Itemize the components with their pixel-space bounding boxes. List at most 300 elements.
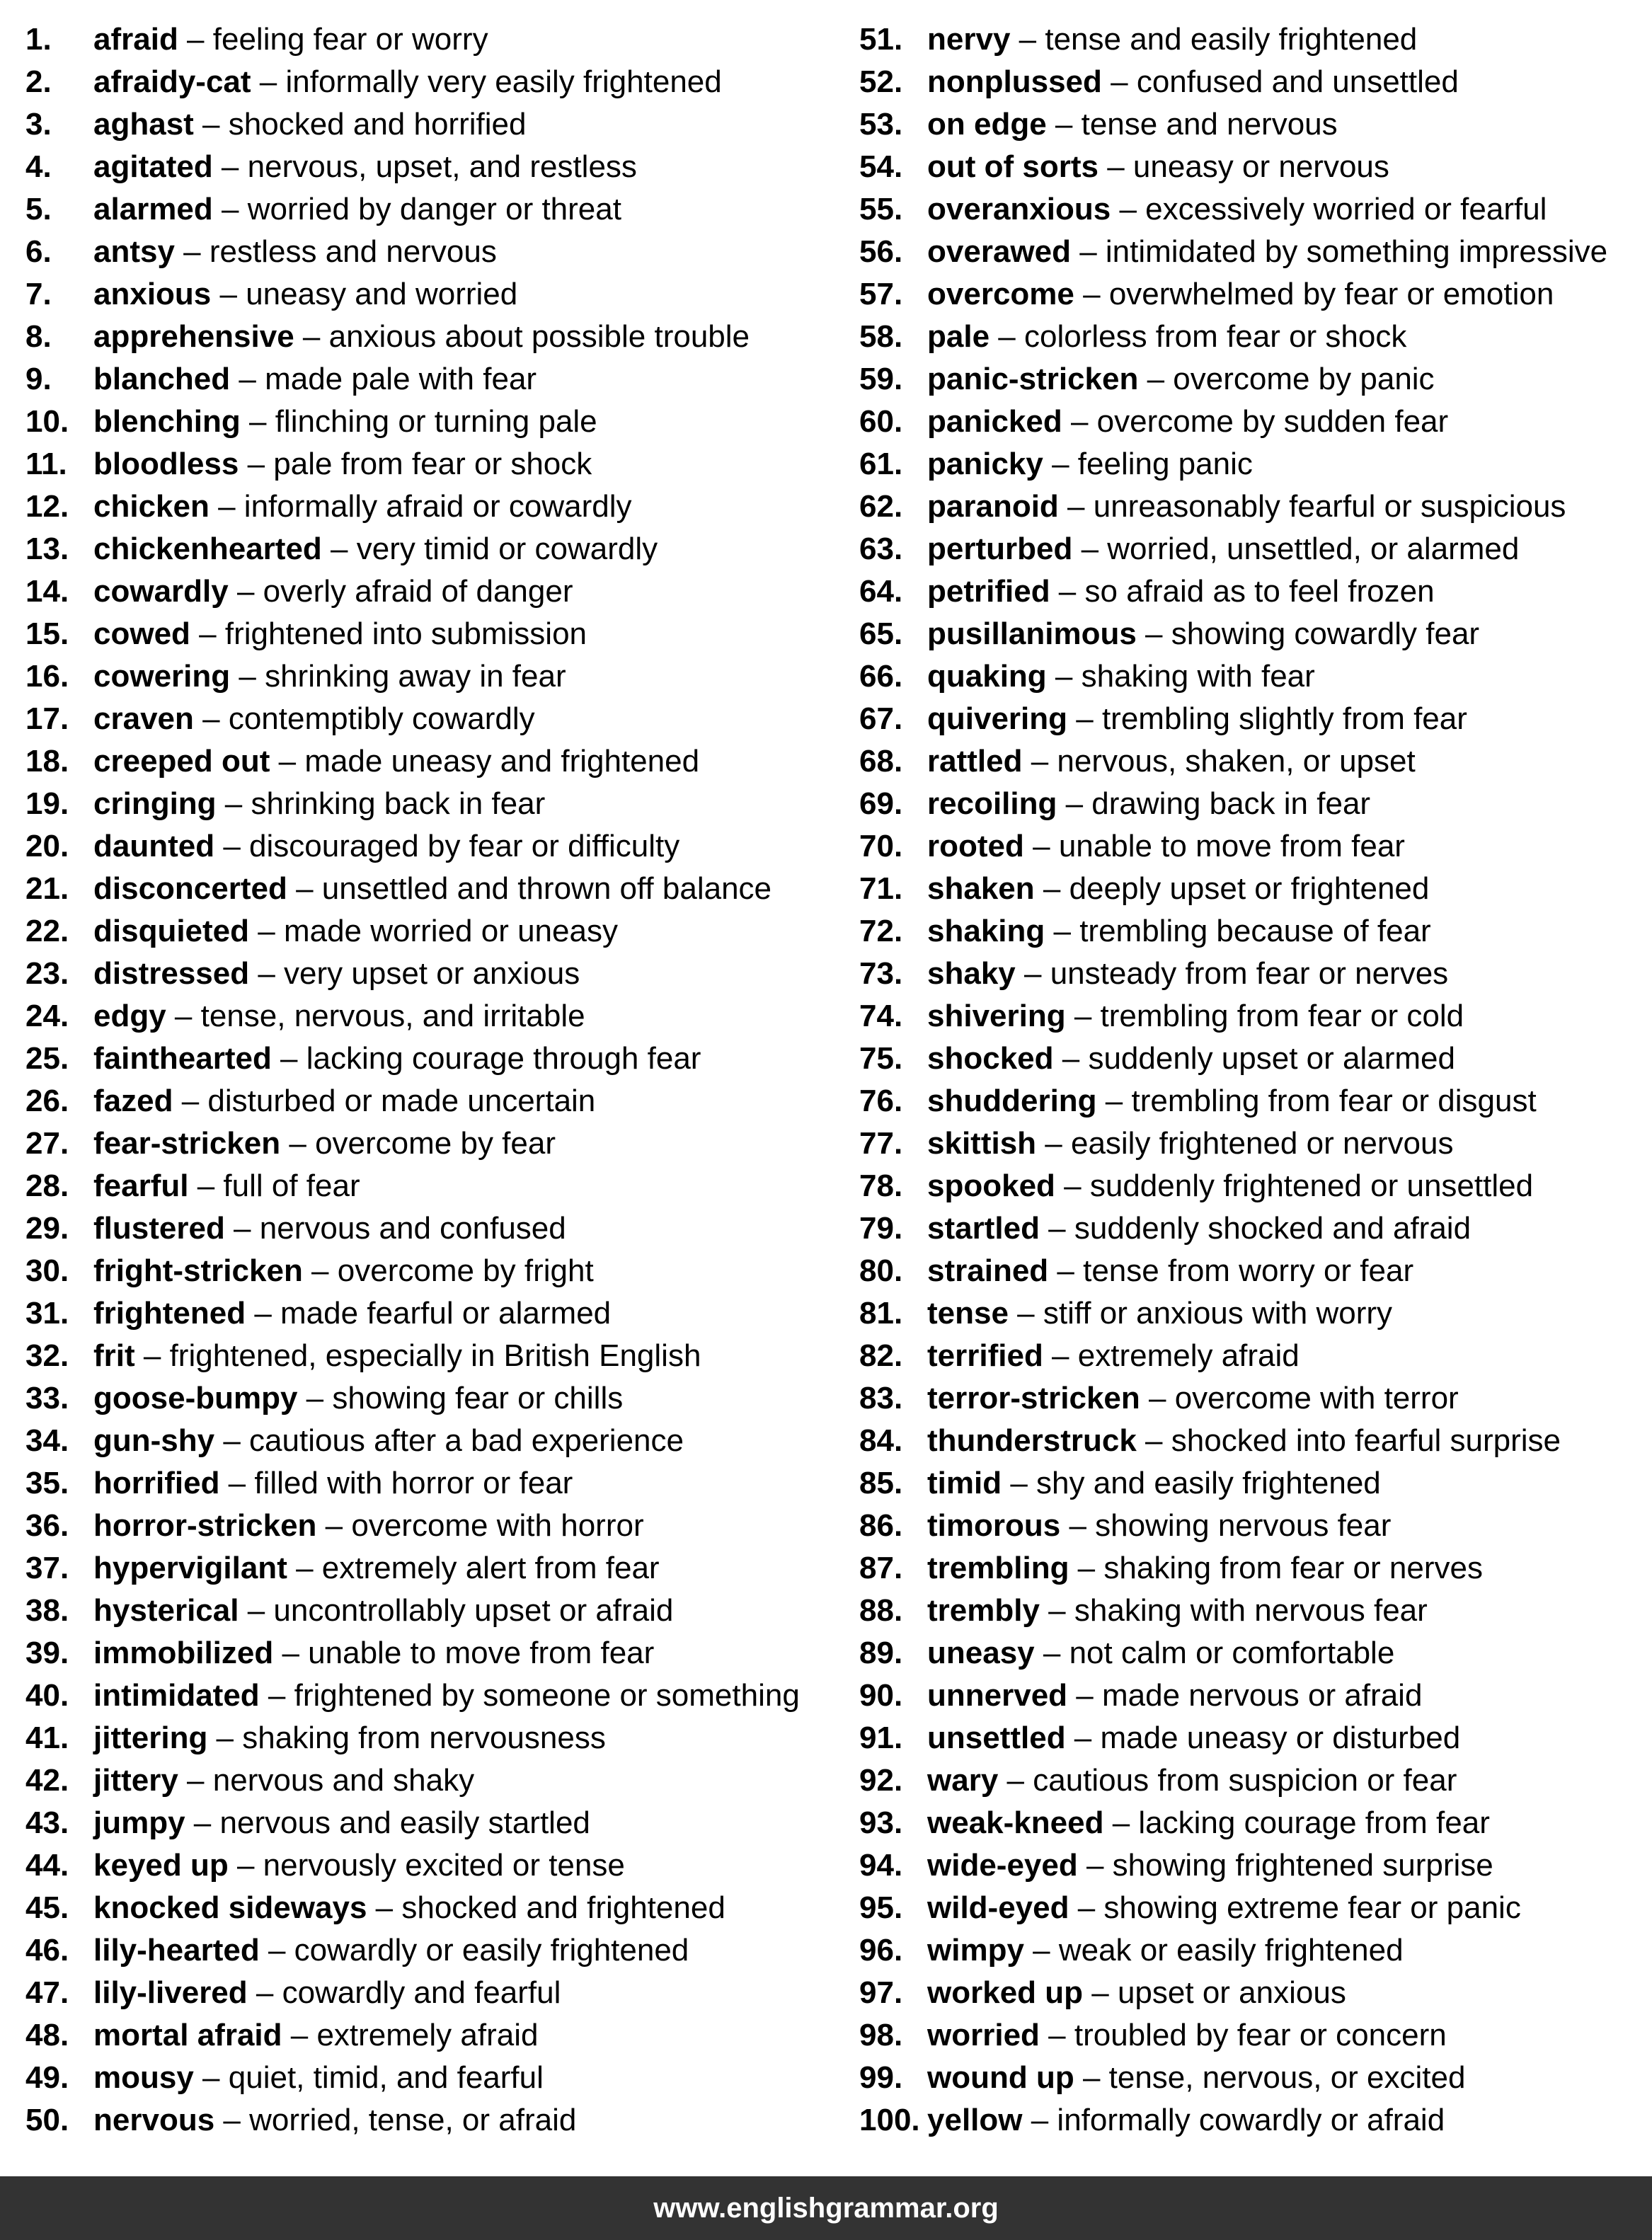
list-item	[859, 1590, 1652, 1632]
item-term: anxious	[93, 277, 212, 311]
item-term: lily-hearted	[93, 1933, 260, 1968]
item-separator: –	[367, 1890, 402, 1925]
item-term: perturbed	[927, 532, 1073, 566]
item-number: 9.	[25, 362, 52, 396]
item-number: 69.	[859, 786, 903, 821]
list-item	[25, 1122, 861, 1165]
item-separator: –	[1039, 1593, 1074, 1628]
item-separator: –	[287, 1551, 322, 1585]
list-item	[25, 995, 861, 1038]
item-definition: frightened into submission	[224, 616, 587, 651]
item-term: afraidy-cat	[93, 64, 251, 99]
list-item	[25, 1802, 861, 1844]
item-definition: shrinking away in fear	[265, 659, 566, 694]
item-separator: –	[1050, 574, 1085, 609]
list-item	[859, 316, 1652, 358]
item-separator: –	[240, 404, 275, 439]
item-number: 31.	[25, 1296, 69, 1331]
list-item	[859, 1122, 1652, 1165]
item-separator: –	[1103, 1805, 1139, 1840]
list-item	[859, 1844, 1652, 1887]
item-definition: filled with horror or fear	[254, 1466, 573, 1500]
item-separator: –	[247, 1975, 282, 2010]
item-number: 54.	[859, 149, 903, 184]
item-definition: made worried or uneasy	[283, 914, 618, 948]
item-term: nervous	[93, 2103, 215, 2137]
item-definition: shocked and horrified	[228, 107, 527, 142]
item-separator: –	[1111, 192, 1146, 226]
item-definition: shaking from fear or nerves	[1103, 1551, 1483, 1585]
list-item	[25, 273, 861, 316]
item-definition: easily frightened or nervous	[1070, 1126, 1454, 1161]
item-separator: –	[1039, 2018, 1074, 2052]
item-term: pusillanimous	[927, 616, 1137, 651]
list-item	[25, 103, 861, 146]
item-term: edgy	[93, 999, 166, 1033]
item-number: 13.	[25, 532, 69, 566]
list-item	[25, 953, 861, 995]
list-item	[859, 146, 1652, 188]
item-separator: –	[280, 1126, 316, 1161]
item-separator: –	[1046, 659, 1082, 694]
item-term: weak-kneed	[927, 1805, 1104, 1840]
item-term: recoiling	[927, 786, 1057, 821]
item-definition: quiet, timid, and fearful	[228, 2060, 544, 2095]
item-number: 85.	[859, 1466, 903, 1500]
item-separator: –	[1067, 701, 1102, 736]
item-term: horror-stricken	[93, 1508, 317, 1543]
item-separator: –	[214, 1423, 250, 1458]
list-item	[859, 1802, 1652, 1844]
item-number: 38.	[25, 1593, 69, 1628]
list-item	[859, 995, 1652, 1038]
item-term: rattled	[927, 744, 1023, 779]
item-term: spooked	[927, 1168, 1055, 1203]
item-definition: pale from fear or shock	[273, 447, 592, 481]
item-number: 48.	[25, 2018, 69, 2052]
item-separator: –	[1101, 64, 1137, 99]
item-separator: –	[212, 192, 248, 226]
item-number: 82.	[859, 1338, 903, 1373]
item-separator: –	[190, 616, 225, 651]
item-term: out of sorts	[927, 149, 1099, 184]
item-definition: informally afraid or cowardly	[243, 489, 632, 524]
list-item	[859, 1972, 1652, 2014]
item-separator: –	[1077, 1848, 1113, 1883]
item-definition: colorless from fear or shock	[1023, 319, 1407, 354]
item-definition: uneasy or nervous	[1132, 149, 1389, 184]
item-number: 30.	[25, 1253, 69, 1288]
item-term: nonplussed	[927, 64, 1102, 99]
list-item	[859, 103, 1652, 146]
item-number: 33.	[25, 1381, 69, 1415]
item-number: 81.	[859, 1296, 903, 1331]
item-term: disconcerted	[93, 871, 287, 906]
item-definition: very upset or anxious	[284, 956, 580, 991]
list-item	[25, 2099, 861, 2142]
list-item	[859, 1420, 1652, 1462]
item-term: wide-eyed	[927, 1848, 1078, 1883]
item-term: goose-bumpy	[93, 1381, 298, 1415]
item-number: 6.	[25, 234, 52, 269]
item-number: 75.	[859, 1041, 903, 1076]
item-separator: –	[178, 22, 213, 57]
list-item	[25, 698, 861, 740]
item-number: 93.	[859, 1805, 903, 1840]
item-definition: upset or anxious	[1117, 1975, 1346, 2010]
item-separator: –	[259, 1933, 294, 1968]
item-separator: –	[1008, 1296, 1043, 1331]
item-definition: tense and easily frightened	[1045, 22, 1418, 57]
item-definition: overcome by fright	[337, 1253, 594, 1288]
item-term: strained	[927, 1253, 1049, 1288]
item-number: 58.	[859, 319, 903, 354]
item-term: wary	[927, 1763, 999, 1798]
item-separator: –	[214, 829, 250, 863]
item-term: mortal afraid	[93, 2018, 282, 2052]
list-item	[859, 1335, 1652, 1377]
item-term: trembling	[927, 1551, 1069, 1585]
item-number: 27.	[25, 1126, 69, 1161]
item-separator: –	[185, 1805, 220, 1840]
item-definition: contemptibly cowardly	[228, 701, 535, 736]
item-definition: not calm or comfortable	[1069, 1636, 1395, 1670]
list-item	[25, 1038, 861, 1080]
list-item	[25, 146, 861, 188]
item-separator: –	[193, 701, 229, 736]
item-separator: –	[1048, 1253, 1084, 1288]
item-number: 96.	[859, 1933, 903, 1968]
item-number: 51.	[859, 22, 903, 57]
item-number: 76.	[859, 1084, 903, 1118]
item-term: distressed	[93, 956, 250, 991]
item-definition: made nervous or afraid	[1101, 1678, 1423, 1713]
item-definition: made uneasy and frightened	[304, 744, 700, 779]
item-number: 89.	[859, 1636, 903, 1670]
item-definition: tense, nervous, or excited	[1108, 2060, 1466, 2095]
item-term: lily-livered	[93, 1975, 248, 2010]
item-term: shuddering	[927, 1084, 1097, 1118]
list-item	[859, 825, 1652, 868]
item-separator: –	[134, 1338, 170, 1373]
list-item	[859, 2014, 1652, 2057]
item-number: 23.	[25, 956, 69, 991]
item-definition: feeling panic	[1077, 447, 1253, 481]
item-separator: –	[271, 1041, 306, 1076]
item-number: 2.	[25, 64, 52, 99]
item-definition: frightened, especially in British English	[169, 1338, 701, 1373]
item-separator: –	[321, 532, 357, 566]
item-separator: –	[214, 2103, 250, 2137]
item-number: 88.	[859, 1593, 903, 1628]
item-separator: –	[239, 447, 274, 481]
item-term: cowering	[93, 659, 231, 694]
list-item	[25, 1972, 861, 2014]
item-term: chickenhearted	[93, 532, 322, 566]
item-term: overanxious	[927, 192, 1111, 226]
list-item	[859, 1165, 1652, 1207]
item-separator: –	[211, 277, 246, 311]
list-item	[859, 1759, 1652, 1802]
item-separator: –	[216, 786, 251, 821]
item-separator: –	[1057, 786, 1092, 821]
list-item	[25, 1675, 861, 1717]
item-separator: –	[1065, 1721, 1101, 1755]
item-number: 83.	[859, 1381, 903, 1415]
list-item	[25, 18, 861, 61]
list-item	[25, 1292, 861, 1335]
item-definition: tense and nervous	[1081, 107, 1338, 142]
item-separator: –	[188, 1168, 224, 1203]
list-item	[859, 910, 1652, 953]
list-item	[25, 1462, 861, 1505]
item-separator: –	[1065, 999, 1101, 1033]
item-term: fearful	[93, 1168, 189, 1203]
list-item	[25, 1377, 861, 1420]
list-item	[25, 868, 861, 910]
item-number: 50.	[25, 2103, 69, 2137]
item-number: 95.	[859, 1890, 903, 1925]
item-separator: –	[990, 319, 1024, 354]
item-definition: tense from worry or fear	[1083, 1253, 1414, 1288]
list-item	[25, 401, 861, 443]
item-definition: nervous and confused	[259, 1211, 566, 1246]
item-term: pale	[927, 319, 990, 354]
item-term: overawed	[927, 234, 1071, 269]
list-item	[859, 740, 1652, 783]
item-term: startled	[927, 1211, 1040, 1246]
item-number: 42.	[25, 1763, 69, 1798]
item-definition: intimidated by something impressive	[1105, 234, 1608, 269]
item-number: 87.	[859, 1551, 903, 1585]
item-definition: worried by danger or threat	[247, 192, 621, 226]
list-item	[25, 1335, 861, 1377]
list-item	[25, 783, 861, 825]
item-separator: –	[1098, 149, 1133, 184]
item-definition: made uneasy or disturbed	[1100, 1721, 1461, 1755]
item-number: 59.	[859, 362, 903, 396]
item-definition: suddenly frightened or unsettled	[1089, 1168, 1534, 1203]
list-item	[25, 613, 861, 655]
item-definition: disturbed or made uncertain	[207, 1084, 596, 1118]
item-definition: nervous, shaken, or upset	[1057, 744, 1416, 779]
item-definition: worried, tense, or afraid	[249, 2103, 577, 2137]
list-item	[25, 188, 861, 231]
item-term: worked up	[927, 1975, 1084, 2010]
item-separator: –	[249, 914, 284, 948]
list-item	[25, 1505, 861, 1547]
item-term: shaking	[927, 914, 1045, 948]
item-separator: –	[287, 871, 322, 906]
item-term: afraid	[93, 22, 178, 57]
item-term: panicked	[927, 404, 1062, 439]
item-definition: feeling fear or worry	[212, 22, 488, 57]
list-item	[859, 2099, 1652, 2142]
list-item	[859, 613, 1652, 655]
item-separator: –	[1074, 277, 1109, 311]
item-number: 92.	[859, 1763, 903, 1798]
item-term: frit	[93, 1338, 135, 1373]
item-definition: tense, nervous, and irritable	[200, 999, 585, 1033]
item-definition: nervous and easily startled	[219, 1805, 590, 1840]
item-separator: –	[193, 2060, 229, 2095]
item-term: unsettled	[927, 1721, 1066, 1755]
list-item	[25, 1844, 861, 1887]
item-definition: overwhelmed by fear or emotion	[1108, 277, 1554, 311]
item-definition: full of fear	[223, 1168, 360, 1203]
item-number: 16.	[25, 659, 69, 694]
item-number: 19.	[25, 786, 69, 821]
item-number: 47.	[25, 1975, 69, 2010]
list-item	[25, 1420, 861, 1462]
list-item	[25, 1929, 861, 1972]
item-separator: –	[1070, 234, 1106, 269]
item-number: 62.	[859, 489, 903, 524]
list-item	[25, 910, 861, 953]
item-number: 7.	[25, 277, 52, 311]
item-separator: –	[1096, 1084, 1132, 1118]
item-term: worried	[927, 2018, 1040, 2052]
item-definition: shaking with nervous fear	[1074, 1593, 1428, 1628]
item-term: cringing	[93, 786, 217, 821]
item-definition: showing fear or chills	[332, 1381, 624, 1415]
item-definition: restless and nervous	[209, 234, 497, 269]
list-item	[859, 528, 1652, 570]
list-item	[859, 868, 1652, 910]
item-term: skittish	[927, 1126, 1037, 1161]
item-separator: –	[166, 999, 201, 1033]
item-separator: –	[1136, 616, 1171, 651]
item-number: 55.	[859, 192, 903, 226]
item-term: trembly	[927, 1593, 1040, 1628]
item-term: apprehensive	[93, 319, 294, 354]
item-definition: shrinking back in fear	[251, 786, 546, 821]
item-number: 68.	[859, 744, 903, 779]
item-definition: shocked into fearful surprise	[1171, 1423, 1561, 1458]
item-separator: –	[1058, 489, 1094, 524]
item-separator: –	[193, 107, 229, 142]
item-term: thunderstruck	[927, 1423, 1137, 1458]
item-definition: informally very easily frightened	[285, 64, 722, 99]
item-term: jittery	[93, 1763, 178, 1798]
item-separator: –	[239, 1593, 274, 1628]
list-item	[25, 825, 861, 868]
list-item	[859, 1929, 1652, 1972]
item-term: rooted	[927, 829, 1024, 863]
item-definition: extremely alert from fear	[321, 1551, 660, 1585]
list-item	[859, 570, 1652, 613]
item-separator: –	[249, 956, 285, 991]
item-definition: uncontrollably upset or afraid	[273, 1593, 674, 1628]
item-definition: deeply upset or frightened	[1069, 871, 1430, 906]
item-term: cowardly	[93, 574, 229, 609]
item-number: 97.	[859, 1975, 903, 2010]
website-link[interactable]: www.englishgrammar.org	[653, 2192, 999, 2224]
item-number: 56.	[859, 234, 903, 269]
item-term: shaken	[927, 871, 1035, 906]
item-number: 86.	[859, 1508, 903, 1543]
item-number: 39.	[25, 1636, 69, 1670]
item-separator: –	[1043, 1338, 1078, 1373]
item-term: jumpy	[93, 1805, 185, 1840]
list-item	[859, 1887, 1652, 1929]
item-separator: –	[230, 659, 265, 694]
item-number: 24.	[25, 999, 69, 1033]
item-number: 28.	[25, 1168, 69, 1203]
item-separator: –	[251, 64, 286, 99]
item-term: mousy	[93, 2060, 194, 2095]
item-definition: so afraid as to feel frozen	[1084, 574, 1435, 609]
item-definition: cautious after a bad experience	[249, 1423, 684, 1458]
item-term: cowed	[93, 616, 190, 651]
list-item	[25, 486, 861, 528]
item-number: 29.	[25, 1211, 69, 1246]
item-term: on edge	[927, 107, 1047, 142]
list-item	[25, 443, 861, 486]
item-number: 3.	[25, 107, 52, 142]
item-separator: –	[1023, 829, 1059, 863]
item-term: disquieted	[93, 914, 250, 948]
item-definition: trembling from fear or cold	[1100, 999, 1464, 1033]
item-term: wimpy	[927, 1933, 1024, 1968]
list-item	[859, 358, 1652, 401]
item-definition: extremely afraid	[1077, 1338, 1300, 1373]
list-item	[859, 698, 1652, 740]
item-separator: –	[1140, 1381, 1175, 1415]
word-list-left-column	[25, 18, 861, 2142]
item-number: 26.	[25, 1084, 69, 1118]
item-term: gun-shy	[93, 1423, 215, 1458]
item-definition: overcome by sudden fear	[1096, 404, 1449, 439]
item-number: 53.	[859, 107, 903, 142]
item-number: 21.	[25, 871, 69, 906]
item-separator: –	[1046, 107, 1082, 142]
list-item	[859, 1462, 1652, 1505]
item-term: panic-stricken	[927, 362, 1139, 396]
item-number: 74.	[859, 999, 903, 1033]
item-separator: –	[1053, 1041, 1089, 1076]
item-term: hypervigilant	[93, 1551, 287, 1585]
item-number: 100.	[859, 2103, 920, 2137]
item-number: 37.	[25, 1551, 69, 1585]
item-definition: lacking courage from fear	[1138, 1805, 1490, 1840]
item-separator: –	[212, 149, 248, 184]
list-item	[859, 1038, 1652, 1080]
item-definition: overcome with terror	[1174, 1381, 1459, 1415]
item-separator: –	[228, 1848, 263, 1883]
list-item	[859, 61, 1652, 103]
item-term: uneasy	[927, 1636, 1035, 1670]
item-number: 65.	[859, 616, 903, 651]
item-term: unnerved	[927, 1678, 1068, 1713]
item-definition: anxious about possible trouble	[328, 319, 750, 354]
list-item	[859, 486, 1652, 528]
item-number: 91.	[859, 1721, 903, 1755]
list-item	[859, 273, 1652, 316]
item-separator: –	[294, 319, 329, 354]
item-separator: –	[1136, 1423, 1171, 1458]
list-item	[25, 1250, 861, 1292]
item-term: paranoid	[927, 489, 1059, 524]
item-term: terrified	[927, 1338, 1043, 1373]
item-definition: unsettled and thrown off balance	[321, 871, 772, 906]
item-number: 1.	[25, 22, 52, 57]
item-term: aghast	[93, 107, 194, 142]
list-item	[25, 2057, 861, 2099]
item-definition: shaking with fear	[1081, 659, 1315, 694]
item-number: 35.	[25, 1466, 69, 1500]
item-term: alarmed	[93, 192, 213, 226]
